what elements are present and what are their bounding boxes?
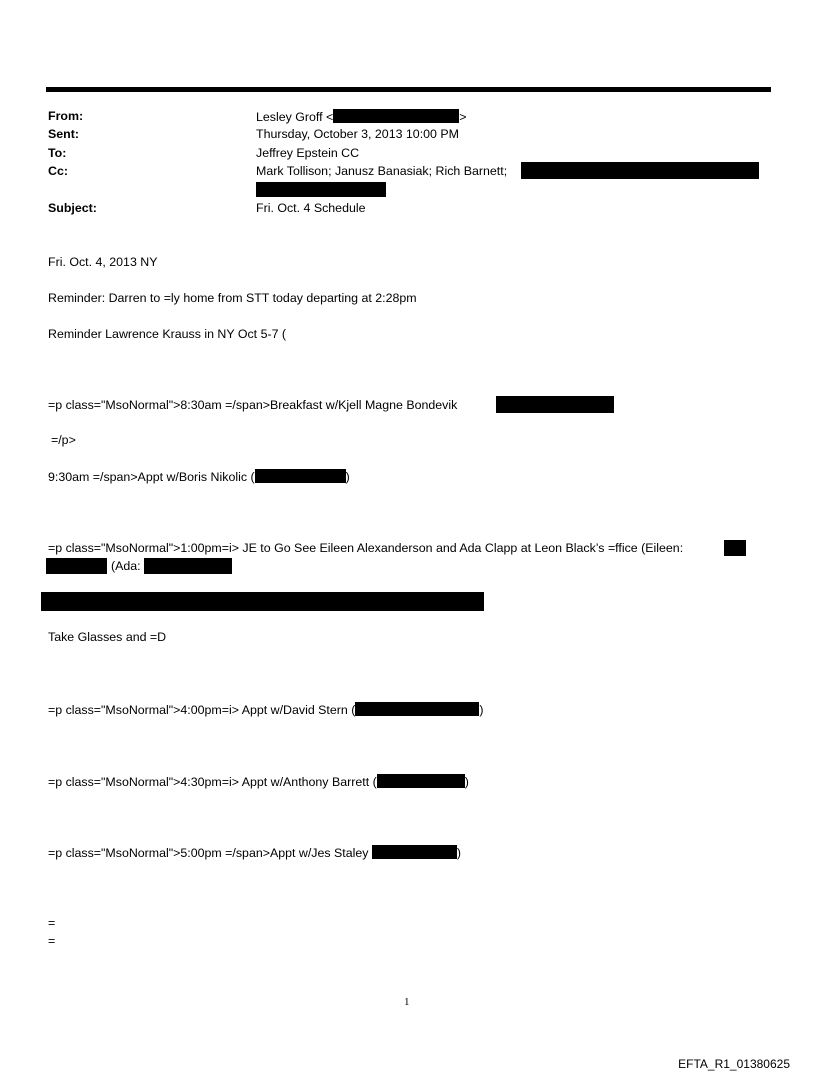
schedule-item-close: ) <box>456 846 462 860</box>
schedule-item-cont: (Ada: <box>111 559 141 573</box>
from-value <box>256 109 467 124</box>
schedule-item-text: =p class="MsoNormal">4:00pm=i> Appt w/David Stern ( <box>48 703 356 717</box>
sent-value: Thursday, October 3, 2013 10:00 PM <box>256 127 459 141</box>
markup-fragment: = <box>48 916 56 930</box>
schedule-item-text: =p class="MsoNormal">5:00pm =/span>Appt w/Jes Staley <box>48 846 369 860</box>
schedule-item-text: 9:30am =/span>Appt w/Boris Nikolic ( <box>48 470 255 484</box>
schedule-item-close: ) <box>464 775 469 789</box>
cc-label: Cc: <box>48 164 68 178</box>
reminder-line: Reminder: Darren to =ly home from STT today departing at 2:28pm <box>48 291 417 305</box>
subject-label: Subject: <box>48 201 97 215</box>
redaction-box <box>46 558 107 574</box>
redaction-box <box>496 396 614 413</box>
redaction-box <box>144 558 232 574</box>
schedule-item <box>48 702 484 717</box>
redaction-box <box>724 540 746 556</box>
page-number: 1 <box>404 996 410 1008</box>
from-name: Lesley Groff < <box>256 110 334 124</box>
schedule-item <box>48 845 461 860</box>
schedule-item <box>48 469 350 484</box>
schedule-item <box>48 774 469 789</box>
redaction-box <box>377 774 465 788</box>
redaction-box <box>41 592 484 611</box>
header-rule <box>46 87 771 92</box>
redaction-box <box>255 469 346 483</box>
redaction-box <box>333 109 459 123</box>
to-label: To: <box>48 146 67 160</box>
schedule-item-close: ) <box>345 470 350 484</box>
schedule-item-text: =p class="MsoNormal">4:30pm=i> Appt w/Anthony Barrett ( <box>48 775 377 789</box>
bates-number: EFTA_R1_01380625 <box>678 1057 790 1071</box>
reminder-line: Reminder Lawrence Krauss in NY Oct 5-7 ( <box>48 327 287 341</box>
redaction-box <box>521 162 759 179</box>
redaction-box <box>256 182 386 197</box>
schedule-item: =p class="MsoNormal">8:30am =/span>Breakfast w/Kjell Magne Bondevik <box>48 398 458 412</box>
schedule-note: Take Glasses and =D <box>48 630 167 644</box>
date-line: Fri. Oct. 4, 2013 NY <box>48 255 158 269</box>
redaction-box <box>355 702 479 716</box>
cc-value: Mark Tollison; Janusz Banasiak; Rich Barnett; <box>256 164 508 178</box>
from-close: > <box>459 110 467 124</box>
schedule-item: =p class="MsoNormal">1:00pm=i> JE to Go See Eileen Alexanderson and Ada Clapp at Leon Black’s =ffice (Eileen: <box>48 541 684 555</box>
markup-fragment: = <box>48 934 56 948</box>
markup-fragment: =/p> <box>51 433 76 447</box>
subject-value: Fri. Oct. 4 Schedule <box>256 201 366 215</box>
sent-label: Sent: <box>48 127 79 141</box>
from-label: From: <box>48 109 84 123</box>
redaction-box <box>372 845 457 859</box>
to-value: Jeffrey Epstein CC <box>256 146 360 160</box>
schedule-item-close: ) <box>479 703 484 717</box>
